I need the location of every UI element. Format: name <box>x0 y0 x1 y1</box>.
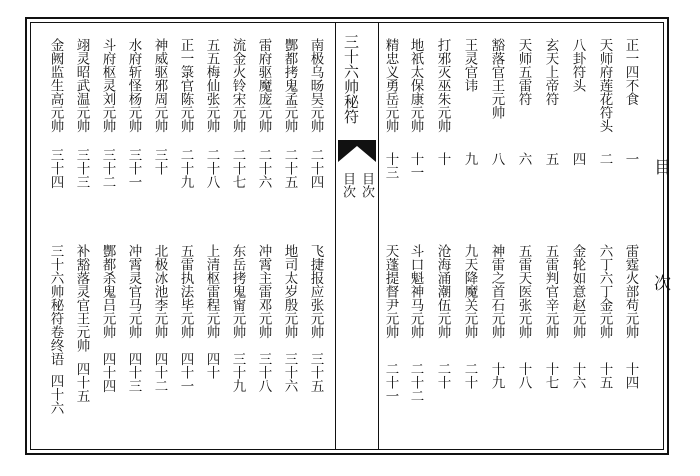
toc-entry-page: 十八 <box>515 362 532 389</box>
toc-entry-page: 三十二 <box>99 148 116 189</box>
toc-entry-page: 四十一 <box>177 352 194 393</box>
toc-entry-name: 神雷之首石元帅 <box>488 244 505 339</box>
toc-entry-name: 酆都杀鬼吕元帅 <box>99 244 116 339</box>
toc-entry-page: 十三 <box>382 152 399 179</box>
fold-label-right: 目次 <box>359 172 374 198</box>
toc-entry-name: 斗府枢灵刘元帅 <box>99 38 116 133</box>
toc-entry-name: 玄天上帝符 <box>542 38 559 106</box>
toc-entry-name: 冲霄灵官马元帅 <box>125 244 142 339</box>
toc-entry-name: 天师五雷符 <box>515 38 532 106</box>
toc-entry-name: 酆都拷鬼孟元帅 <box>281 38 298 133</box>
toc-entry-name: 神威驱邪周元帅 <box>151 38 168 133</box>
toc-entry-name: 流金火铃宋元帅 <box>229 38 246 133</box>
toc-entry-page: 十一 <box>407 152 424 179</box>
toc-entry-name: 五雷判官辛元帅 <box>542 244 559 339</box>
toc-entry-page: 二十九 <box>177 148 194 189</box>
heading-ci: 次 <box>654 274 671 294</box>
toc-entry-page: 三十六 <box>281 352 298 393</box>
toc-entry-page: 三十五 <box>307 352 324 393</box>
toc-entry-name: 精忠义勇岳元帅 <box>382 38 399 133</box>
toc-entry-name: 九天降魔关元帅 <box>461 244 478 339</box>
toc-entry-page: 二十八 <box>203 148 220 189</box>
fold-label-left: 目次 <box>340 172 355 198</box>
toc-entry-page: 三十九 <box>229 352 246 393</box>
toc-entry-name: 六丁六丁金元帅 <box>596 244 613 339</box>
heading-mu: 目 <box>654 158 671 178</box>
toc-entry-page: 四十 <box>203 352 220 379</box>
toc-entry-name: 五雷执法毕元帅 <box>177 244 194 339</box>
toc-entry-name: 五五梅仙张元帅 <box>203 38 220 133</box>
toc-entry-page: 九 <box>461 152 478 166</box>
toc-entry-page: 二十四 <box>307 148 324 189</box>
toc-entry-page: 二十二 <box>407 362 424 403</box>
toc-entry-name: 地祇太保康元帅 <box>407 38 424 133</box>
toc-entry-page: 一 <box>622 152 639 166</box>
toc-entry-name: 北极冰池李元帅 <box>151 244 168 339</box>
toc-entry-page: 十四 <box>622 362 639 389</box>
toc-entry-page: 四十三 <box>125 352 142 393</box>
toc-entry-page: 三十三 <box>73 148 90 189</box>
toc-entry-name: 补豁落灵官王元帅 <box>73 244 90 352</box>
toc-entry-name: 正一箓官陈元帅 <box>177 38 194 133</box>
toc-entry-page: 二 <box>596 152 613 166</box>
toc-entry-name: 正一四不食 <box>622 38 639 106</box>
toc-entry-name: 水府斩怪杨元帅 <box>125 38 142 133</box>
fold-title: 三十六帅秘符 <box>342 34 360 124</box>
toc-entry-page: 十九 <box>488 362 505 389</box>
toc-entry-page: 三十一 <box>125 148 142 189</box>
toc-entry-name: 上清枢雷程元帅 <box>203 244 220 339</box>
toc-entry-name: 雷霆火部苟元帅 <box>622 244 639 339</box>
toc-entry-page: 四十六 <box>47 374 64 415</box>
toc-entry-name: 打邪灭巫朱元帅 <box>434 38 451 133</box>
fold-line-left <box>335 23 336 449</box>
toc-entry-page: 六 <box>515 152 532 166</box>
toc-entry-name: 八卦符头 <box>569 38 586 92</box>
toc-entry-page: 五 <box>542 152 559 166</box>
toc-entry-name: 天师府莲花符头 <box>596 38 613 133</box>
fold-line-right <box>378 23 379 449</box>
toc-entry-page: 二十一 <box>382 362 399 403</box>
toc-entry-page: 二十五 <box>281 148 298 189</box>
toc-entry-name: 豁落官王元帅 <box>488 38 505 119</box>
toc-entry-page: 十七 <box>542 362 559 389</box>
toc-entry-name: 王灵官讳 <box>461 38 478 92</box>
toc-entry-name: 天蓬提督尹元帅 <box>382 244 399 339</box>
toc-entry-page: 十 <box>434 152 451 166</box>
toc-entry-page: 四十五 <box>73 362 90 403</box>
toc-entry-page: 十五 <box>596 362 613 389</box>
toc-entry-name: 飞捷报应张元帅 <box>307 244 324 339</box>
toc-entry-name: 斗口魁神马元帅 <box>407 244 424 339</box>
toc-entry-page: 四 <box>569 152 586 166</box>
toc-entry-name: 五雷天医张元帅 <box>515 244 532 339</box>
toc-entry-name: 冲霄主雷邓元帅 <box>255 244 272 339</box>
toc-entry-page: 八 <box>488 152 505 166</box>
toc-entry-name: 南极乌旸吴元帅 <box>307 38 324 133</box>
toc-entry-name: 翊灵昭武温元帅 <box>73 38 90 133</box>
toc-entry-page: 二十 <box>461 362 478 389</box>
fishtail-mark <box>338 140 376 162</box>
toc-entry-page: 三十四 <box>47 148 64 189</box>
toc-entry-page: 二十七 <box>229 148 246 189</box>
toc-entry-name: 地司太岁殷元帅 <box>281 244 298 339</box>
toc-entry-page: 四十二 <box>151 352 168 393</box>
toc-entry-page: 十六 <box>569 362 586 389</box>
toc-entry-name: 三十六帅秘符卷终语 <box>47 244 64 366</box>
toc-entry-page: 三十 <box>151 148 168 175</box>
toc-entry-name: 雷府驱魔庞元帅 <box>255 38 272 133</box>
toc-entry-name: 沧海涌潮伍元帅 <box>434 244 451 339</box>
toc-entry-name: 金阙监生高元帅 <box>47 38 64 133</box>
toc-entry-name: 东岳拷鬼甯元帅 <box>229 244 246 339</box>
toc-entry-name: 金轮如意赵元帅 <box>569 244 586 339</box>
toc-entry-page: 三十八 <box>255 352 272 393</box>
toc-entry-page: 四十四 <box>99 352 116 393</box>
toc-entry-page: 二十六 <box>255 148 272 189</box>
toc-entry-page: 二十 <box>434 362 451 389</box>
